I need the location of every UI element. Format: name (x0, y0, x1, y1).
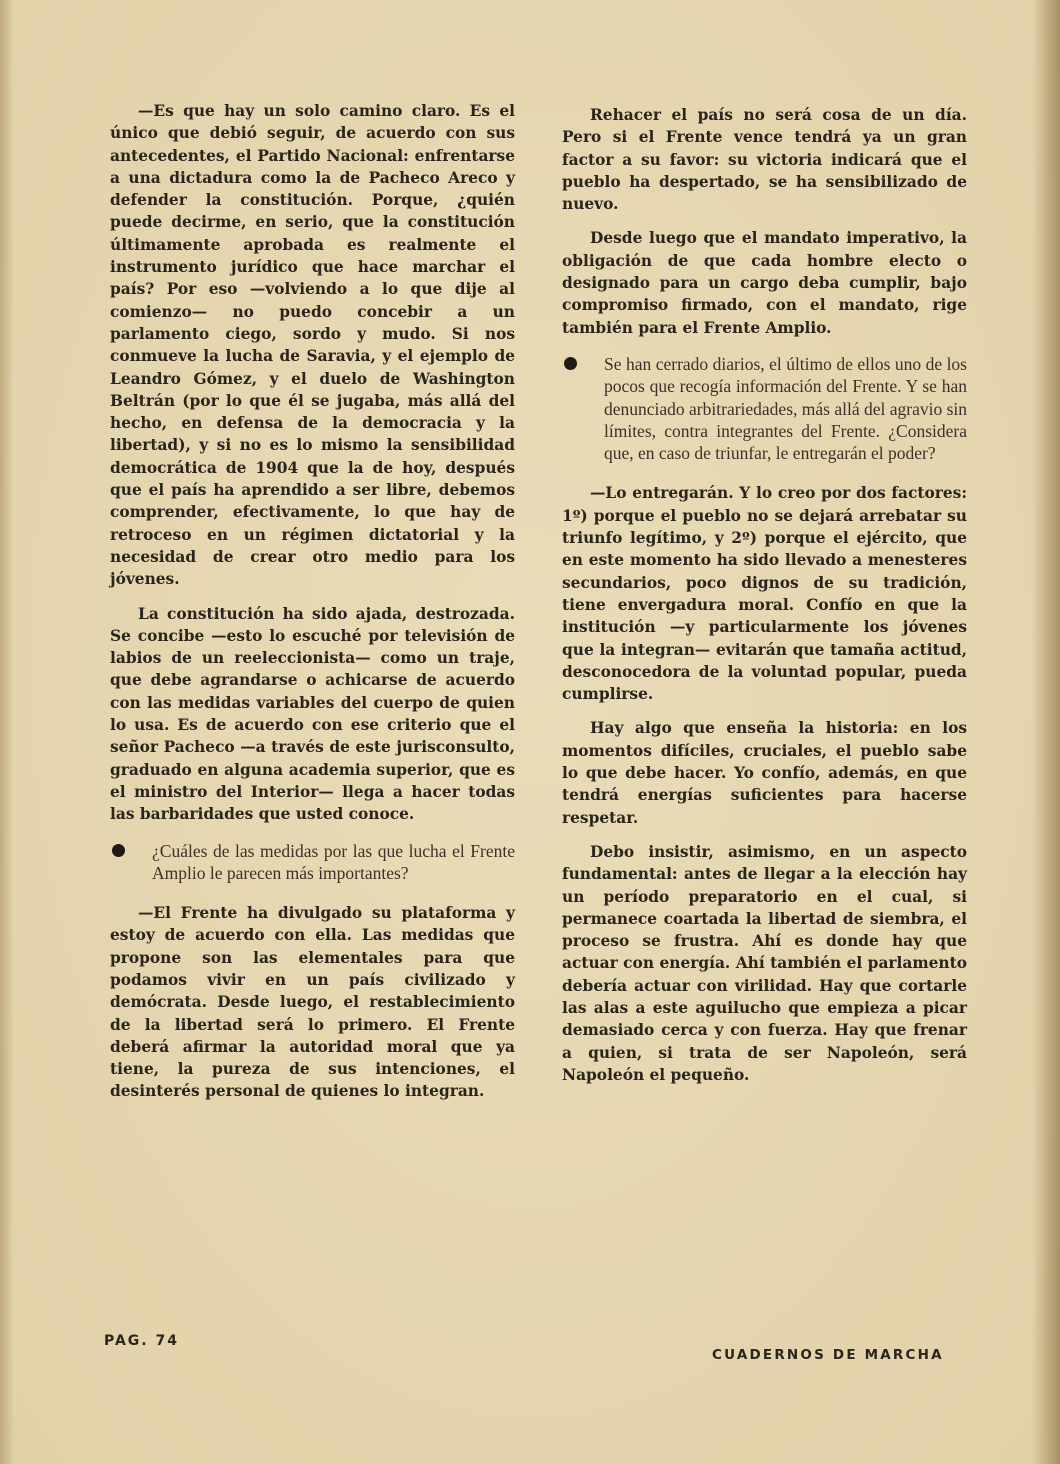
bullet-icon (564, 357, 577, 370)
publication-name: CUADERNOS DE MARCHA (712, 1347, 944, 1363)
page-number: PAG. 74 (104, 1333, 179, 1349)
question-text: ¿Cuáles de las medidas por las que lucha el Frente Amplio le parecen más importantes? (152, 840, 515, 883)
bullet-icon (112, 844, 125, 857)
question-text: Se han cerrado diarios, el último de ellos uno de los pocos que recogía información del Frente. Y se han denunciado arbitrariedades, más allá del agravio sin límites, contra integrantes del Frente. ¿Considera que, en caso de triunfar, le entregarán el poder? (604, 353, 967, 464)
answer-paragraph: —El Frente ha divulgado su plataforma y estoy de acuerdo con ella. Las medidas que propone son las elementales para que podamos vivir en un país civilizado y demócrata. Desde luego, el restablecimiento de la libertad será lo primero. El Frente deberá afirmar la autoridad moral que ya tiene, la pureza de sus intenciones, el desinterés personal de quienes lo integran. (110, 904, 515, 1101)
page-edge-shadow-left (0, 0, 14, 1464)
answer-paragraph: Debo insistir, asimismo, en un aspecto fundamental: antes de llegar a la elección hay un período preparatorio en el cual, si permanece coartada la libertad de siembra, el proceso se frustra. Ahí es donde hay que actuar con energía. Ahí también el parlamento debería actuar con virilidad. Hay que cortarle las alas a este aguilucho que empieza a picar demasiado cerca y con fuerza. Hay que frenar a quien, si trata de ser Napoleón, será Napoleón el pequeño. (562, 842, 967, 1084)
interview-question (562, 353, 967, 464)
right-column (562, 104, 967, 1098)
interview-question (110, 840, 515, 885)
answer-paragraph: —Es que hay un solo camino claro. Es el único que debió seguir, de acuerdo con sus antecedentes, el Partido Nacional: enfrentarse a una dictadura como la de Pacheco Areco y defender la constitución. Porque, ¿quién puede decirme, en serio, que la constitución últimamente aprobada es realmente el instrumento jurídico que hace marchar el país? Por eso —volviendo a lo que dije al comienzo— no puedo concebir a un parlamento ciego, sordo y mudo. Si nos conmueve la lucha de Saravia, y el ejemplo de Leandro Gómez, y el duelo de Washington Beltrán (por lo que él se jugaba, más allá del hecho, en defensa de la democracia y la libertad), y si no es lo mismo la sensibilidad democrática de 1904 que la de hoy, después que el país ha aprendido a ser libre, debemos comprender, efectivamente, lo que hay de retroceso en un régimen dictatorial y la necesidad de crear otro medio para los jóvenes. (110, 102, 515, 589)
left-column (110, 100, 515, 1115)
answer-paragraph: Desde luego que el mandato imperativo, la obligación de que cada hombre electo o designado para un cargo deba cumplir, bajo compromiso firmado, con el mandato, rige también para el Frente Amplio. (562, 229, 967, 337)
page-edge-shadow-right (1032, 0, 1060, 1464)
answer-paragraph: —Lo entregarán. Y lo creo por dos factores: 1º) porque el pueblo no se dejará arrebatar su triunfo legítimo, y 2º) porque el ejército, que en este momento ha sido llevado a menesteres secundarios, poco dignos de su tradición, tiene envergadura moral. Confío en que la institución —y particularmente los jóvenes que la integran— evitarán que tamaña actitud, desconocedora de la voluntad popular, pueda cumplirse. (562, 484, 967, 704)
answer-paragraph: Rehacer el país no será cosa de un día. Pero si el Frente vence tendrá ya un gran factor a su favor: su victoria indicará que el pueblo ha despertado, se ha sensibilizado de nuevo. (562, 106, 967, 214)
answer-paragraph: Hay algo que enseña la historia: en los momentos difíciles, cruciales, el pueblo sabe lo que debe hacer. Yo confío, además, en que tendrá energías suficientes para hacerse respetar. (562, 719, 967, 827)
answer-paragraph: La constitución ha sido ajada, destrozada. Se concibe —esto lo escuché por televisión de labios de un reeleccionista— como un traje, que debe agrandarse o achicarse de acuerdo con las medidas variables del cuerpo de quien lo usa. Es de acuerdo con ese criterio que el señor Pacheco —a través de este jurisconsulto, graduado en alguna academia superior, que es el ministro del Interior— llega a hacer todas las barbaridades que usted conoce. (110, 604, 515, 824)
